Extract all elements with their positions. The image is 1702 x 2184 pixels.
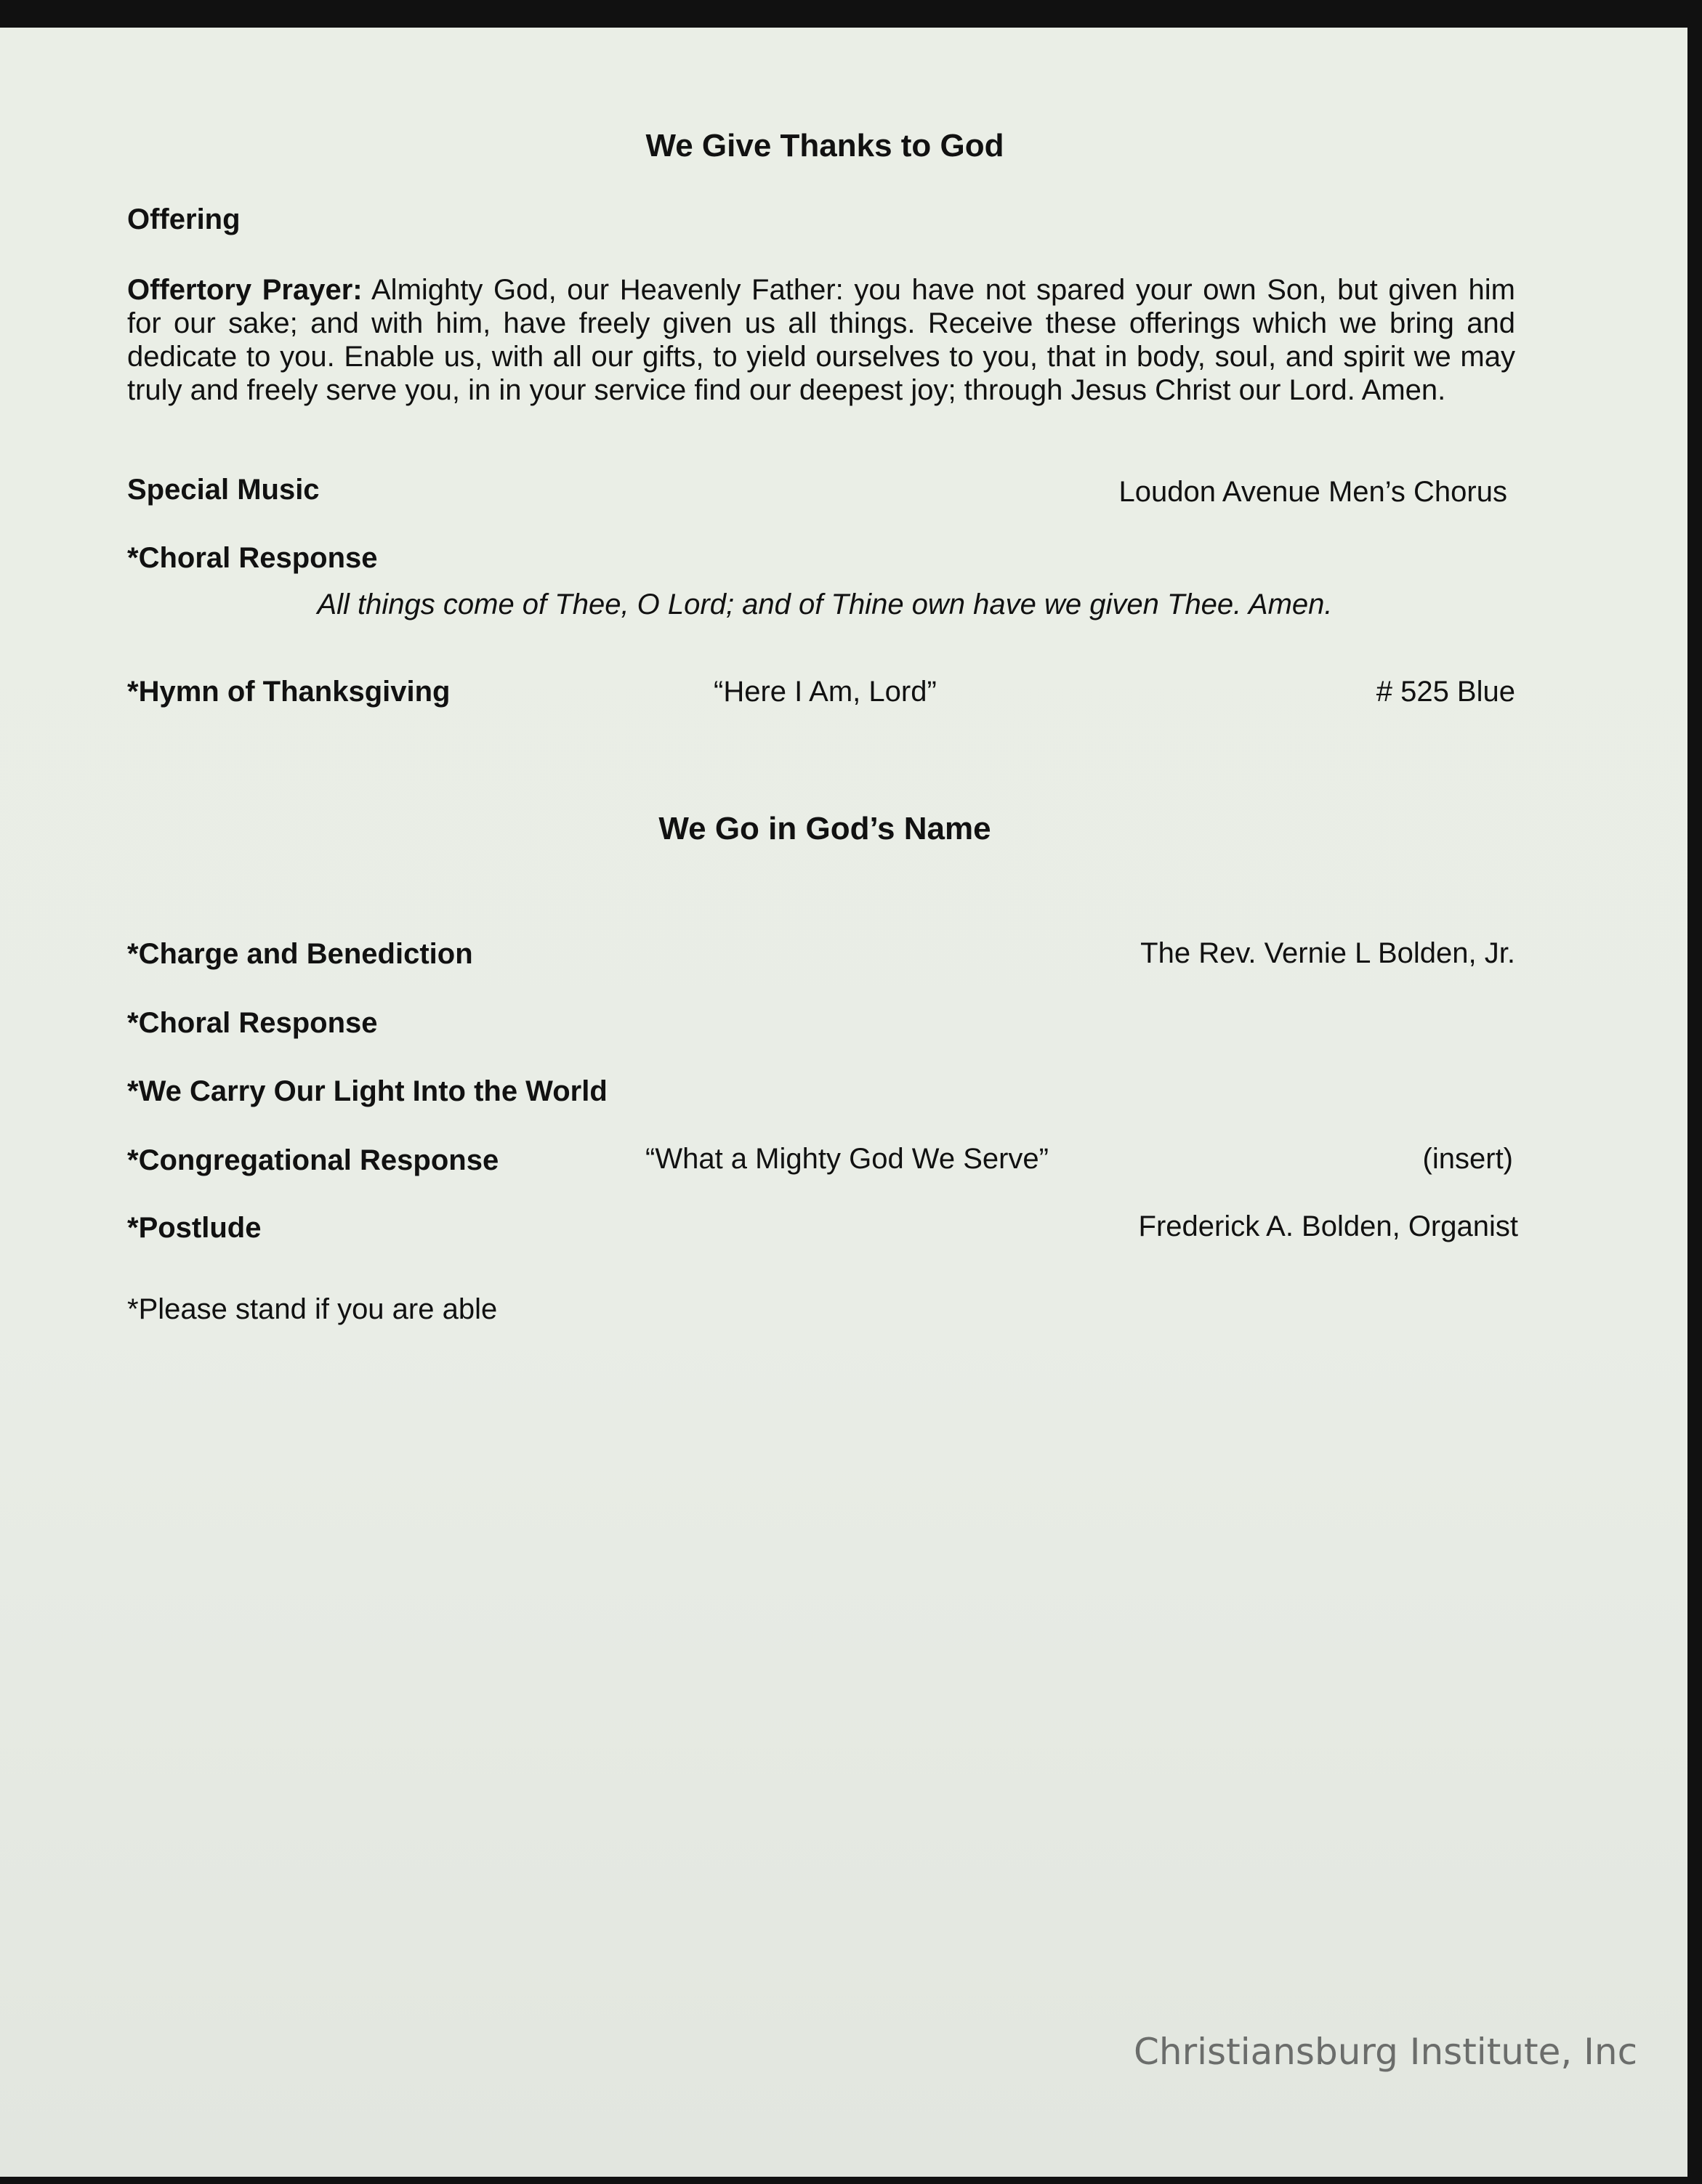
hymn-title: “Here I Am, Lord” xyxy=(714,676,937,708)
benediction-leader: The Rev. Vernie L Bolden, Jr. xyxy=(1140,937,1515,969)
benediction-label: *Charge and Benediction xyxy=(127,938,473,970)
offering-label: Offering xyxy=(127,203,241,235)
choral-response-text: All things come of Thee, O Lord; and of Thine own have we given Thee. Amen. xyxy=(317,589,1333,620)
postlude-performer: Frederick A. Bolden, Organist xyxy=(1138,1210,1518,1242)
congregational-response-title: “What a Mighty God We Serve” xyxy=(645,1143,1049,1175)
hymn-number: # 525 Blue xyxy=(1376,676,1515,708)
stand-note: *Please stand if you are able xyxy=(127,1293,498,1325)
watermark-text: Christiansburg Institute, Inc xyxy=(1134,2031,1638,2073)
choral-response-2-label: *Choral Response xyxy=(127,1007,378,1039)
congregational-response-note: (insert) xyxy=(1422,1143,1513,1175)
hymn-label: *Hymn of Thanksgiving xyxy=(127,676,451,708)
special-music-label: Special Music xyxy=(127,474,320,506)
offertory-prayer-label: Offertory Prayer: xyxy=(127,274,363,306)
special-music-performer: Loudon Avenue Men’s Chorus xyxy=(1118,476,1507,508)
offertory-prayer-text: Almighty God, our Heavenly Father: you have not spared your own Son, but given him for our sake; and with him, have freely given us all things. Receive these offerings which we bring and dedicate to you. Enable us, with all our gifts, to yield ourselves to you, that in body, soul, and spirit we may truly and freely serve you, in in your service find our deepest joy; through Jesus Christ our Lord. Amen. xyxy=(127,274,1515,406)
section-title-thanks: We Give Thanks to God xyxy=(645,128,1004,163)
section-title-go: We Go in God’s Name xyxy=(658,811,991,846)
choral-response-label: *Choral Response xyxy=(127,542,378,574)
congregational-response-label: *Congregational Response xyxy=(127,1144,499,1176)
offertory-prayer xyxy=(127,273,1515,407)
postlude-label: *Postlude xyxy=(127,1212,262,1244)
bulletin-page xyxy=(0,28,1687,2177)
light-into-world-label: *We Carry Our Light Into the World xyxy=(127,1075,608,1107)
